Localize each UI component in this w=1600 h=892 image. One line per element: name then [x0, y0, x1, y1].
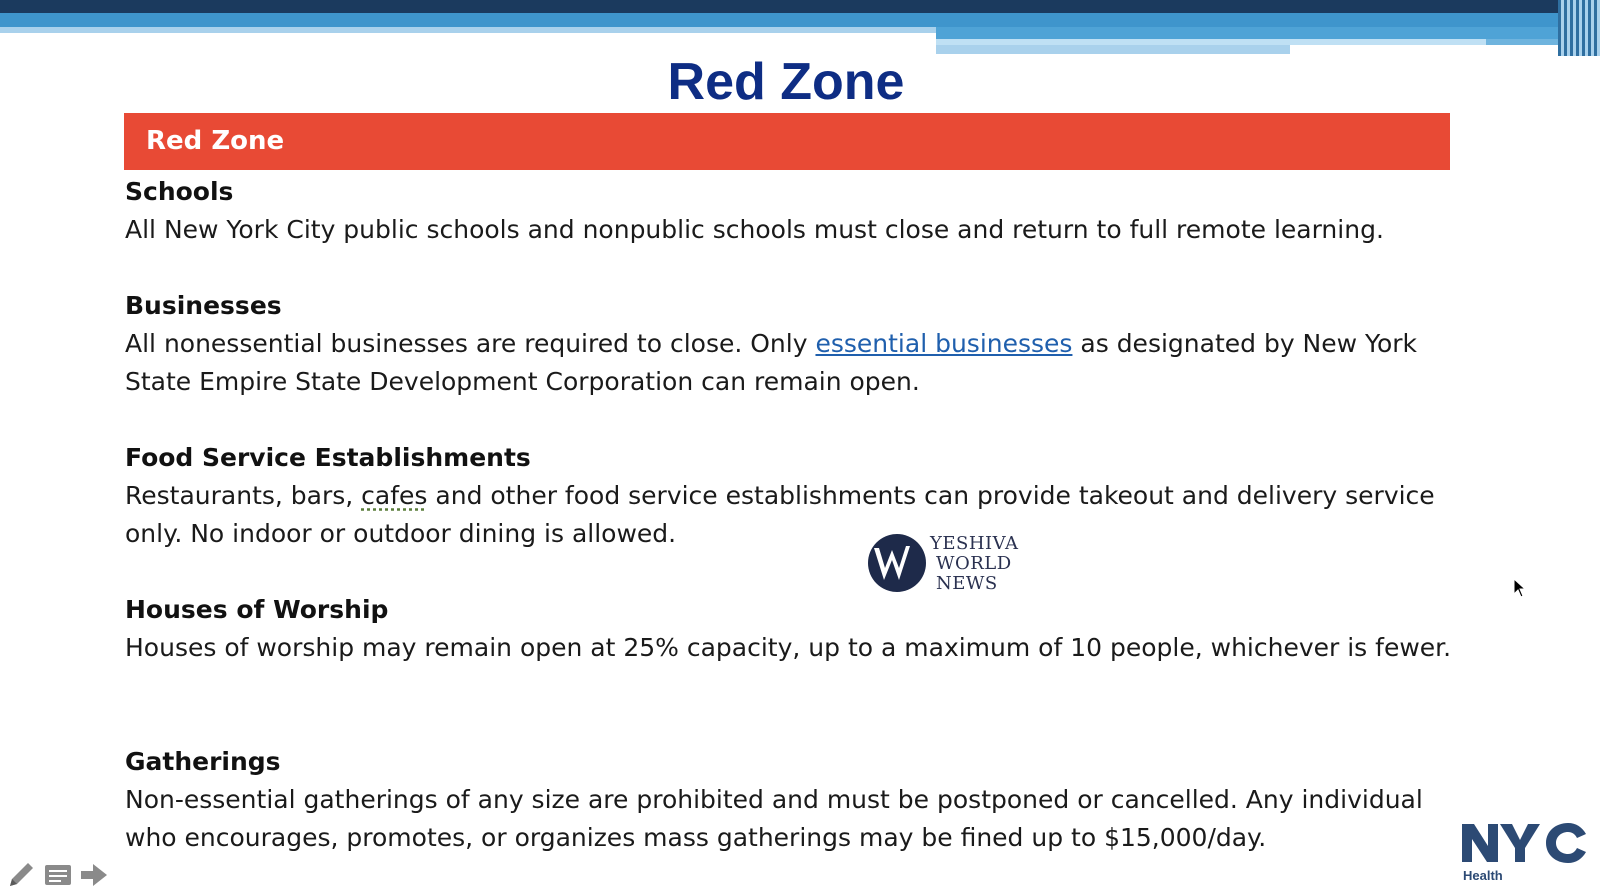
watermark-line: YESHIVA	[930, 533, 1019, 554]
body-text: and other food service establishments can provide takeout and delivery service only. No indoor or outdoor dining is allowed.	[125, 481, 1435, 548]
spellcheck-word: cafes	[361, 481, 428, 510]
body-text: All nonessential businesses are required to close. Only	[125, 329, 816, 358]
section-body	[125, 477, 1455, 553]
next-arrow-icon[interactable]	[78, 860, 110, 890]
section-houses-of-worship	[125, 591, 1455, 667]
zone-header-band	[124, 113, 1450, 170]
section-heading: Businesses	[125, 291, 282, 320]
nyc-health-logo	[1460, 820, 1592, 888]
section-businesses	[125, 287, 1455, 401]
top-decor-bar-light	[0, 27, 936, 33]
ywn-logo-icon	[866, 532, 928, 594]
top-decor-stripes	[1558, 0, 1600, 56]
section-heading: Houses of Worship	[125, 595, 389, 624]
section-body	[125, 325, 1455, 401]
section-body: Non-essential gatherings of any size are prohibited and must be postponed or cancelled. Any individual who encourages, promotes, or organizes mass gatherings may be fined up to $15,000/day.	[125, 785, 1423, 852]
pen-icon[interactable]	[6, 860, 38, 890]
section-heading: Food Service Establishments	[125, 443, 531, 472]
watermark-text	[930, 534, 1018, 594]
watermark-line: WORLD	[936, 553, 1012, 574]
zone-header-label: Red Zone	[146, 126, 285, 156]
slide-title: Red Zone	[667, 53, 905, 111]
watermark-line: NEWS	[936, 573, 998, 594]
top-decor-bar-blue	[0, 13, 1600, 27]
section-heading: Schools	[125, 177, 234, 206]
presentation-toolbar	[6, 860, 116, 890]
nyc-health-label: Health	[1463, 868, 1503, 883]
body-text: Restaurants, bars,	[125, 481, 362, 510]
nyc-logo-icon	[1460, 820, 1590, 866]
body-text: as designated by New York State Empire State Development Corporation can remain open.	[125, 329, 1418, 396]
top-decor-bar-right	[936, 27, 1600, 39]
top-decor-bar-dark	[0, 0, 1600, 13]
section-gatherings	[125, 743, 1455, 857]
section-schools	[125, 173, 1455, 249]
mouse-cursor-icon	[1513, 578, 1527, 598]
section-heading: Gatherings	[125, 747, 281, 776]
essential-businesses-link[interactable]: essential businesses	[815, 329, 1073, 358]
section-food-service	[125, 439, 1455, 553]
slides-menu-icon[interactable]	[42, 860, 74, 890]
yeshiva-world-news-watermark	[866, 532, 1046, 596]
section-body: Houses of worship may remain open at 25% capacity, up to a maximum of 10 people, whichever is fewer.	[125, 633, 1452, 662]
section-body: All New York City public schools and nonpublic schools must close and return to full remote learning.	[125, 215, 1384, 244]
